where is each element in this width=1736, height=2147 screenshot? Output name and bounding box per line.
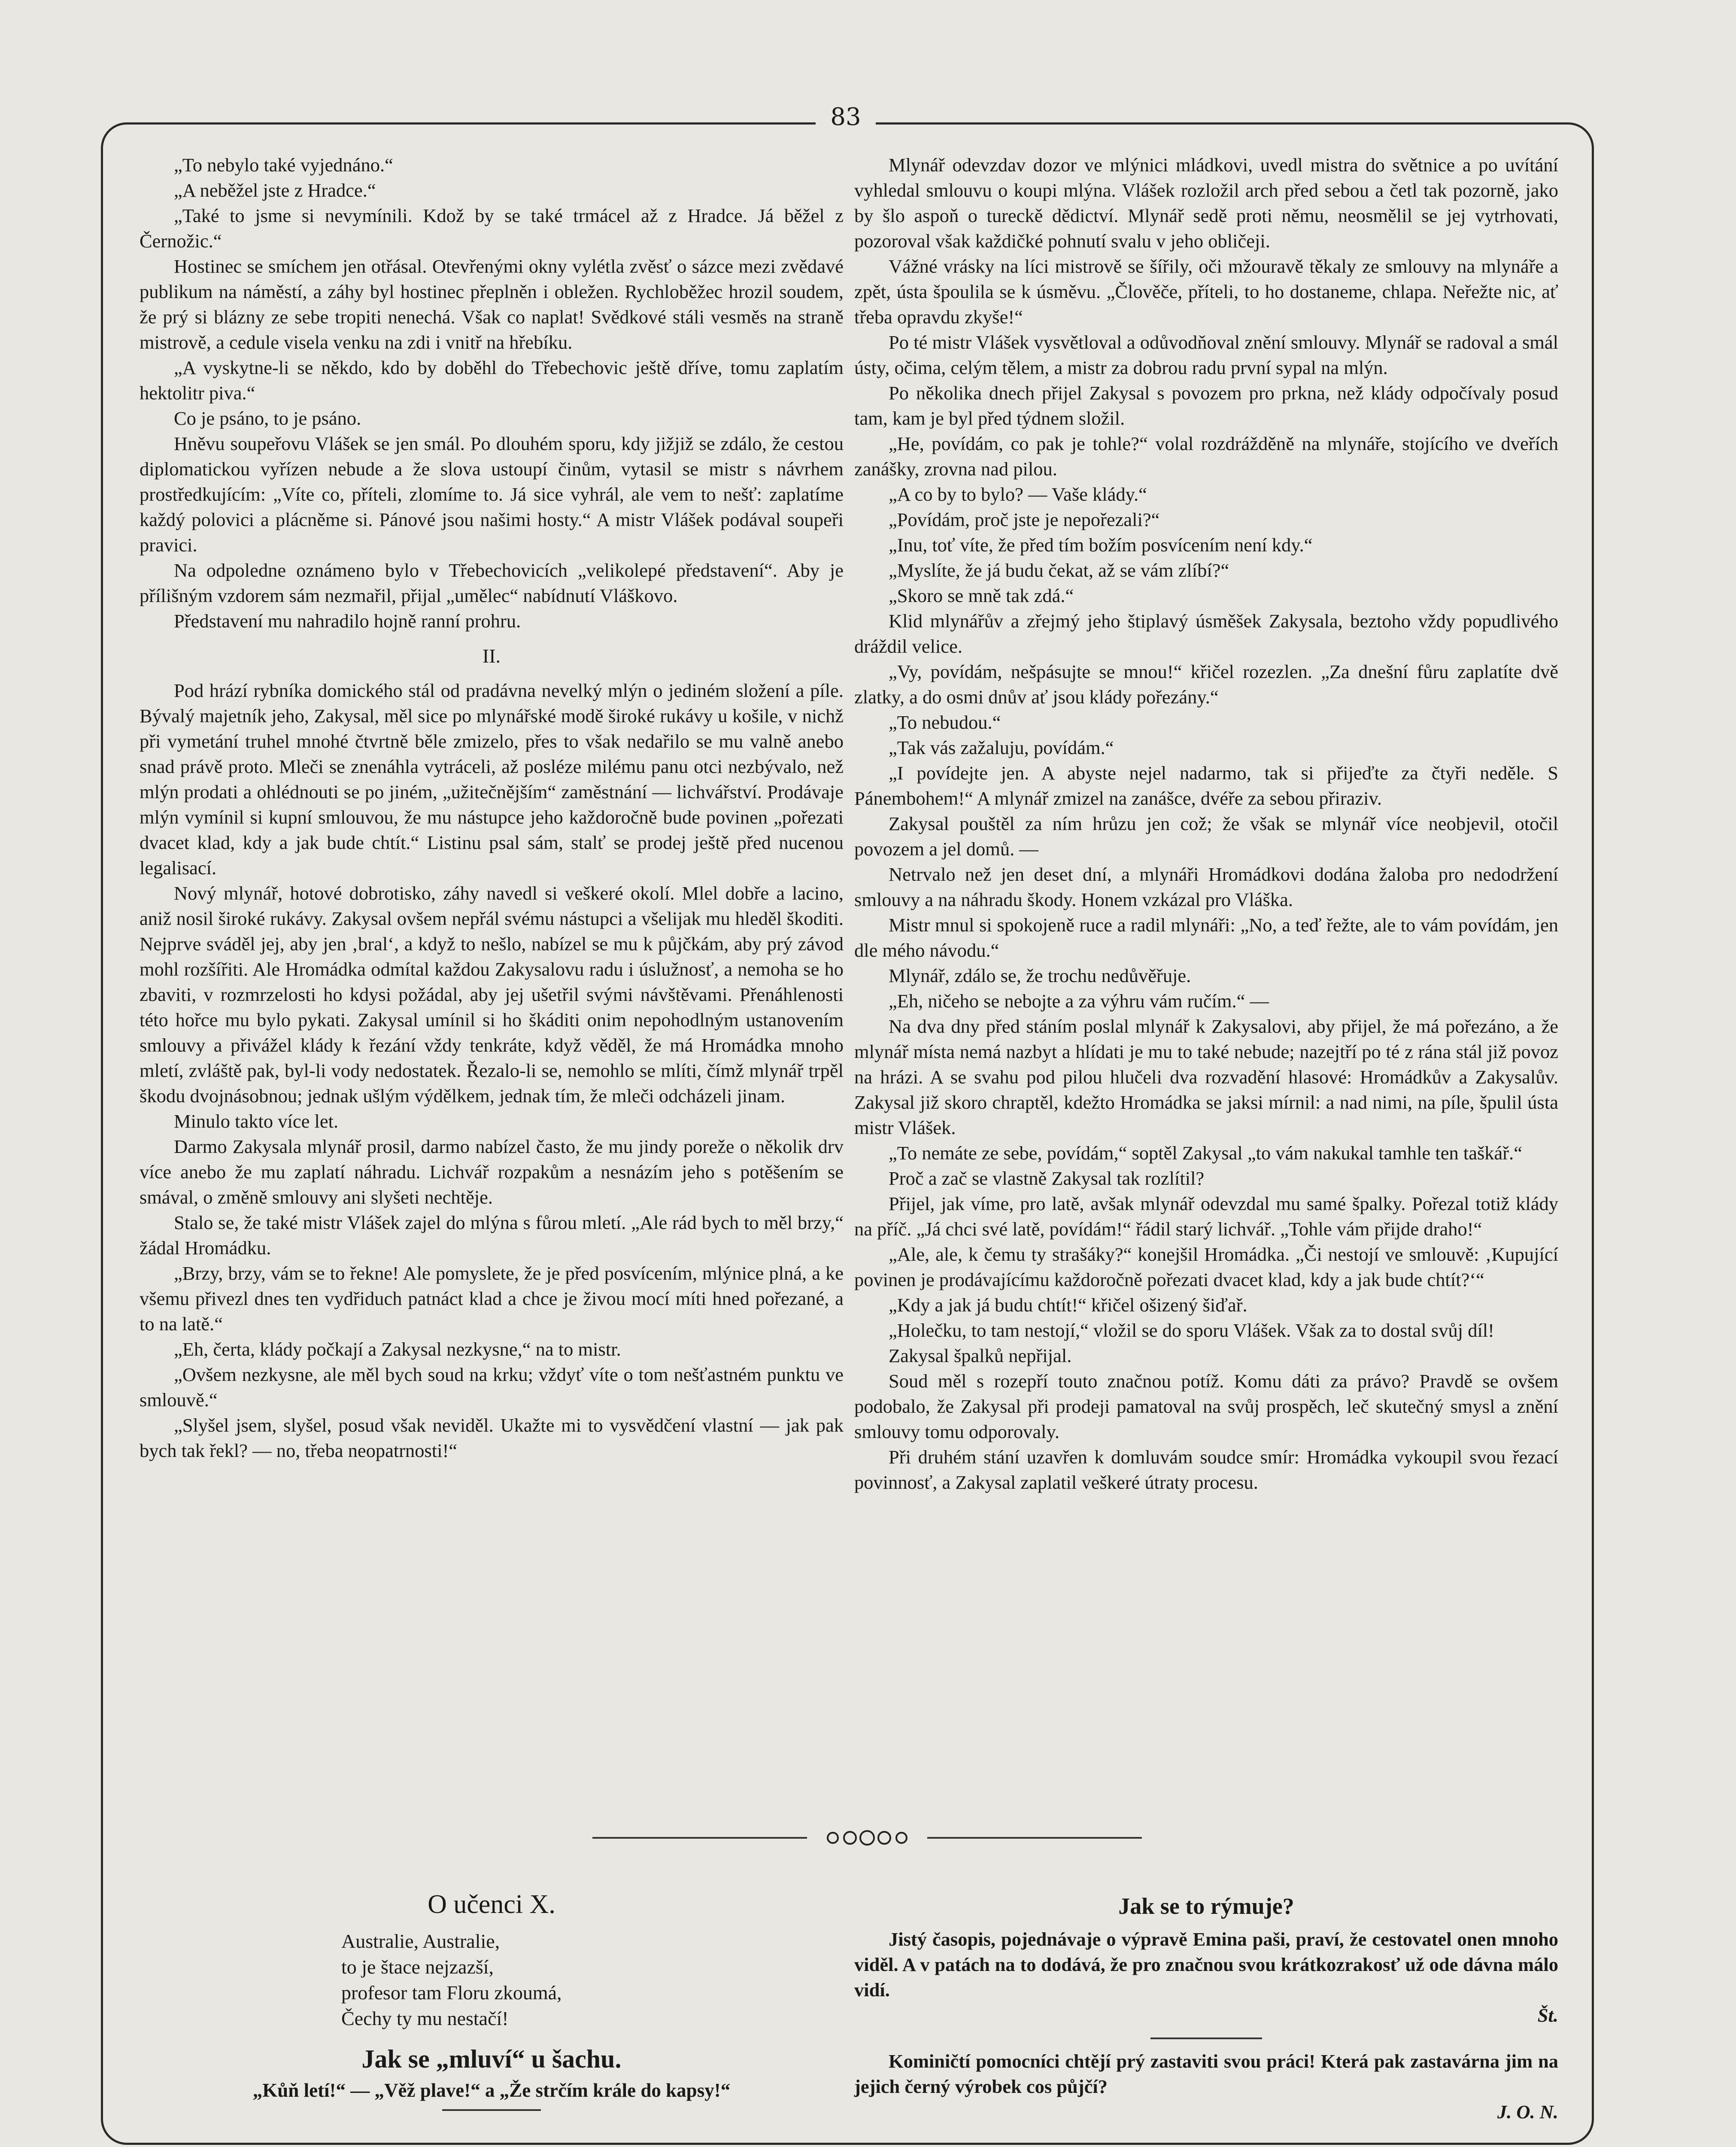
paragraph: „To nebudou.“ — [889, 712, 1001, 733]
paragraph: „To nebylo také vyjednáno.“ — [174, 154, 393, 176]
rhyme-paragraph-2: Kominičtí pomocníci chtějí prý zastaviti svou práci! Která pak zastavárna jim na jejich černý výrobek cos půjčí? — [854, 2050, 1558, 2097]
right-column — [854, 152, 1558, 1495]
mid-rule — [1150, 2038, 1262, 2039]
paragraph: Nový mlynář, hotové dobrotisko, záhy navedl si veškeré okolí. Mlel dobře a lacino, aniž nosil široké rukávy. Zakysal ovšem nepřál svému nástupci a všelijak mu hleděl škoditi. Nejprve sváděl jej, aby jen ‚bral‘, a když to nešlo, nabízel se mu k půjčkám, aby prý závod mohl rozšířiti. Ale Hromádka odmítal každou Zakysalovu radu i úslužnosť, a nemoha se ho zbaviti, v rozmrzelosti ho kdysi požádal, aby jej ušetřil svými návštěvami. Přenáhlenosti této hořce mu bylo pykati. Zakysal umínil si ho škáditi onim nepohodlným ustanovením smlouvy a přivážel klády k řezání vždy tenkráte, když věděl, že má Hromádka mnoho mletí, zvláště pak, byl-li vody nedostatek. Řezalo-li se, nemohlo se mlíti, čímž mlynář trpěl škodu dvojnásobnou; jednak ušlým výdělkem, jednak tím, že mleči odcházeli jinam. — [140, 882, 844, 1107]
paragraph: „Ale, ale, k čemu ty strašáky?“ konejšil Hromádka. „Či nestojí ve smlouvě: ‚Kupující povinen je prodávajícímu každoročně pořezati dvacet klad, kdy a jak bude chtít?‘“ — [854, 1244, 1558, 1290]
left-column-paragraphs-2 — [140, 678, 844, 1463]
page-number: 83 — [816, 103, 876, 131]
paragraph: Zakysal pouštěl za ním hrůzu jen což; že však se mlynář více neobjevil, otočil povozem a jel domů. — — [854, 813, 1558, 860]
paragraph: Přijel, jak víme, pro latě, avšak mlynář odevzdal mu samé špalky. Pořezal totiž klády na příč. „Já chci své latě, povídám!“ řádil starý lichvář. „Tohle vám přijde draho!“ — [854, 1193, 1558, 1240]
paragraph: „Holečku, to tam nestojí,“ vložil se do sporu Vlášek. Však za to dostal svůj díl! — [889, 1320, 1494, 1341]
paragraph: Soud měl s rozepří touto značnou potíž. Komu dáti za právo? Pravdě se ovšem podobalo, že Zakysal při prodeji pamatoval na svůj prospěch, leč skutečný smysl a znění smlouvy tomu odporovaly. — [854, 1370, 1558, 1442]
paragraph: Stalo se, že také mistr Vlášek zajel do mlýna s fůrou mletí. „Ale rád bych to měl brzy,“ žádal Hromádku. — [140, 1212, 844, 1259]
poem-line: Australie, Australie, — [341, 1930, 500, 1952]
paragraph: Na odpoledne oznámeno bylo v Třebechovicích „velikolepé představení“. Aby je přílišným vzdorem sám nezmařil, přijal „umělec“ nabídnutí Vláškovo. — [140, 560, 844, 606]
paragraph: „Inu, toť víte, že před tím božím posvícením není kdy.“ — [889, 534, 1313, 556]
paragraph: „He, povídám, co pak je tohle?“ volal rozdrážděně na mlynáře, stojícího ve dveřích zanášky, zrovna nad pilou. — [854, 433, 1558, 480]
paragraph: Hněvu soupeřovu Vlášek se jen smál. Po dlouhém sporu, kdy jižjiž se zdálo, že cestou diplomatickou vyřízen nebude a že slova ustoupí činům, vytasil se mistr s návrhem prostředkujícím: „Víte co, příteli, zlomíme to. Já sice vyhrál, ale vem to nešť: zaplatíme každý polovici a plácněme si. Pánové jsou našimi hosty.“ A mistr Vlášek podával soupeři pravici. — [140, 433, 844, 556]
paragraph: „Kdy a jak já budu chtít!“ křičel ošizený šiďař. — [889, 1294, 1247, 1316]
poem-line: Čechy ty mu nestačí! — [341, 2007, 509, 2029]
ornament-divider — [592, 1825, 1142, 1851]
paragraph: Minulo takto více let. — [174, 1110, 339, 1132]
signature-2: J. O. N. — [1497, 2101, 1558, 2123]
section-numeral: II. — [482, 645, 501, 667]
paragraph: Hostinec se smíchem jen otřásal. Otevřenými okny vylétla zvěsť o sázce mezi zvědavé publikum na náměstí, a záhy byl hostinec přeplněn i obležen. Rychloběžec hrozil soudem, že prý si blázny ze sebe tropiti nenechá. Však co naplat! Svědkové stáli vesměs na straně mistrově, a cedule visela venku na zdi i vnitř na hřebíku. — [140, 255, 844, 353]
paragraph: „Eh, čerta, klády počkají a Zakysal nezkysne,“ na to mistr. — [174, 1338, 621, 1360]
paragraph: „A co by to bylo? — Vaše klády.“ — [889, 484, 1147, 505]
paragraph: „Tak vás zažaluju, povídám.“ — [889, 737, 1114, 758]
paragraph: Co je psáno, to je psáno. — [174, 408, 361, 429]
left-column — [140, 152, 844, 1463]
paragraph: „To nemáte ze sebe, povídám,“ soptěl Zakysal „to vám nakukal tamhle ten taškář.“ — [889, 1142, 1522, 1164]
poem-title: O učenci X. — [428, 1890, 555, 1919]
poem-lines — [341, 1928, 844, 2031]
paragraph: „Ovšem nezkysne, ale měl bych soud na krku; vždyť víte o tom nešťastném punktu ve smlouvě.“ — [140, 1364, 844, 1411]
right-column-paragraphs — [854, 152, 1558, 1495]
short-rule — [442, 2109, 541, 2111]
paragraph: „Také to jsme si nevymínili. Kdož by se také trmácel až z Hradce. Já běžel z Černožic.“ — [140, 205, 844, 252]
paragraph: Zakysal špalků nepřijal. — [889, 1345, 1072, 1366]
paragraph: „I povídejte jen. A abyste nejel nadarmo, tak si přijeďte za čtyři neděle. S Pánembohem!“ A mlynář zmizel na zanášce, dvéře za sebou přiraziv. — [854, 762, 1558, 809]
paragraph: Mistr mnul si spokojeně ruce a radil mlynáři: „No, a teď řežte, ale to vám povídám, jen dle mého návodu.“ — [854, 914, 1558, 961]
paragraph: „Povídám, proč jste je nepořezali?“ — [889, 509, 1160, 530]
paragraph: Mlynář odevzdav dozor ve mlýnici mládkovi, uvedl mistra do světnice a po uvítání vyhledal smlouvu o koupi mlýna. Vlášek rozložil arch před sebou a četl tak pozorně, jako by šlo aspoň o tureckě dědictví. Mlynář sedě proti němu, neosmělil se jej vytrhovati, pozoroval však každičké pohnutí svalu v jeho obličeji. — [854, 154, 1558, 252]
paragraph: Netrvalo než jen deset dní, a mlynáři Hromádkovi dodána žaloba pro nedodržení smlouvy a na náhradu škody. Honem vzkázal pro Vláška. — [854, 864, 1558, 910]
paragraph: Proč a zač se vlastně Zakysal tak rozlítil? — [889, 1168, 1205, 1189]
rhyme-paragraph-1: Jistý časopis, pojednávaje o výpravě Emina paši, praví, že cestovatel onen mnoho viděl. A v patách na to dodává, že pro značnou svou krátkozrakosť už ode dávna málo vidí. — [854, 1928, 1558, 2001]
paragraph: Vážné vrásky na líci mistrově se šířily, oči mžouravě těkaly ze smlouvy na mlynáře a zpět, ústa špoulila se k úsměvu. „Člověče, příteli, to ho dostaneme, chlapa. Neřežte nic, ať třeba opravdu zkyše!“ — [854, 255, 1558, 328]
paragraph: „Myslíte, že já budu čekat, až se vám zlíbí?“ — [889, 560, 1229, 581]
paragraph: Mlynář, zdálo se, že trochu nedůvěřuje. — [889, 965, 1191, 986]
paragraph: „Vy, povídám, nešpásujte se mnou!“ křičel rozezlen. „Za dnešní fůru zaplatíte dvě zlatky, a do osmi dnův ať jsou klády pořezány.“ — [854, 661, 1558, 708]
paragraph: Na dva dny před stáním poslal mlynář k Zakysalovi, aby přijel, že má pořezáno, a že mlynář místa nemá nazbyt a hlídati je mu to také nebude; nazejtří po té z rána stál již povoz na hrázi. A se svahu pod pilou hlučeli dva rozvadění hlasové: Hromádkův a Zakysalův. Zakysal již skoro chraptěl, kdežto Hromádka se jaksi mírnil: a nad nimi, na píle, špulil ústa mistr Vlášek. — [854, 1016, 1558, 1138]
paragraph: „Brzy, brzy, vám se to řekne! Ale pomyslete, že je před posvícením, mlýnice plná, a ke všemu přivezl dnes ten vydřiduch patnáct klad a chce je živou mocí míti hned pořezané, a to na latě.“ — [140, 1262, 844, 1335]
chess-title: Jak se „mluví“ u šachu. — [361, 2045, 622, 2073]
paragraph: „Eh, ničeho se nebojte a za výhru vám ručím.“ — — [889, 990, 1269, 1012]
rhyme-title: Jak se to rýmuje? — [1118, 1893, 1294, 1919]
paragraph: „Slyšel jsem, slyšel, posud však neviděl. Ukažte mi to vysvědčení vlastní — jak pak bych tak řekl? — no, třeba neopatrnosti!“ — [140, 1414, 844, 1461]
rhyme-box — [854, 1894, 1558, 2125]
chess-text: „Kůň letí!“ — „Věž plave!“ a „Že strčím krále do kapsy!“ — [252, 2080, 731, 2101]
paragraph: Při druhém stání uzavřen k domluvám soudce smír: Hromádka vykoupil svou řezací povinnosť, a Zakysal zaplatil veškeré útraty procesu. — [854, 1446, 1558, 1493]
paragraph: Po té mistr Vlášek vysvětloval a odůvodňoval znění smlouvy. Mlynář se radoval a smál ústy, očima, celým tělem, a mistr za dobrou radu první sypal na mlýn. — [854, 331, 1558, 378]
paragraph: „Skoro se mně tak zdá.“ — [889, 585, 1074, 606]
poem-box — [140, 1889, 844, 2111]
signature-1: Št. — [1537, 2004, 1558, 2026]
paragraph: Pod hrází rybníka domického stál od pradávna nevelký mlýn o jediném složení a píle. Bývalý majetník jeho, Zakysal, měl sice po mlynářské modě široké rukávy u košile, v nichž při vymetání truhel mnohé čtvrtně běle zmizelo, přes to však nedařilo se mu valně anebo snad právě proto. Mleči se znenáhla vytráceli, až posléze milému panu otci nezbývalo, než mlýn prodati a ohlédnouti se po jiném, „užitečnějším“ zaměstnání — lichvářství. Prodávaje mlýn vymínil si kupní smlouvou, že mu nástupce jeho každoročně bude povinen „pořezati dvacet klad, kdy a jak bude chtít.“ Listinu psal sám, stalť se prodej ještě před nucenou legalisací. — [140, 680, 844, 879]
paragraph: Po několika dnech přijel Zakysal s povozem pro prkna, než klády odpočívaly posud tam, kam je byl před týdnem složil. — [854, 382, 1558, 429]
poem-line: profesor tam Floru zkoumá, — [341, 1982, 562, 2004]
paragraph: „A neběžel jste z Hradce.“ — [174, 179, 376, 201]
paragraph: Představení mu nahradilo hojně ranní prohru. — [174, 610, 521, 632]
paragraph: Darmo Zakysala mlynář prosil, darmo nabízel často, že mu jindy poreže o několik drv více anebo že mu zaplatí náhradu. Lichvář rozpakům a nesnázím jeho s potěšením se smával, o změně smlouvy ani slyšeti nechtěje. — [140, 1136, 844, 1208]
paragraph: Klid mlynářův a zřejmý jeho štiplavý úsměšek Zakysala, beztoho vždy popudlivého dráždil velice. — [854, 610, 1558, 657]
paragraph: „A vyskytne-li se někdo, kdo by doběhl do Třebechovic ještě dříve, tomu zaplatím hektolitr piva.“ — [140, 357, 844, 404]
poem-line: to je štace nejzazší, — [341, 1956, 494, 1978]
left-column-paragraphs — [140, 152, 844, 634]
